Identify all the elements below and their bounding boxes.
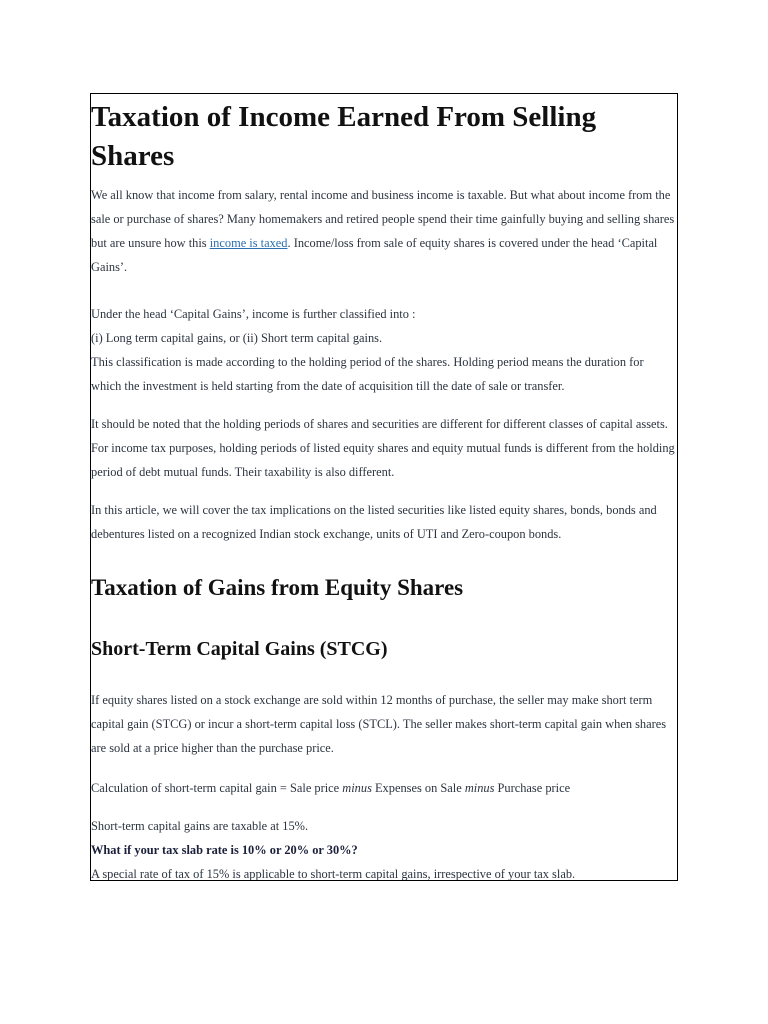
stcg-paragraph: If equity shares listed on a stock exchange are sold within 12 months of purchase, the seller may make short term capital gain (STCG) or incur a short-term capital loss (STCL). The seller makes short-term capital gain when shares are sold at a price higher than the purchase price. <box>91 693 667 755</box>
classification-paragraph <box>91 302 676 398</box>
holding-note-paragraph: It should be noted that the holding periods of shares and securities are different for different classes of capital assets. For income tax purposes, holding periods of listed equity shares and equity mutual funds is different from the holding period of debt mutual funds. Their taxability is also different. <box>91 417 675 479</box>
article-scope-paragraph: In this article, we will cover the tax implications on the listed securities like listed equity shares, bonds, bonds and debentures listed on a recognized Indian stock exchange, units of UTI and Zero-coupon bonds. <box>91 503 657 541</box>
slab-question: What if your tax slab rate is 10% or 20% or 30%? <box>91 843 358 857</box>
document-page <box>90 93 678 881</box>
income-taxed-link[interactable]: income is taxed <box>209 236 288 250</box>
page-title: Taxation of Income Earned From Selling Shares <box>91 101 597 172</box>
tax-rate-text: Short-term capital gains are taxable at 15%. <box>91 819 309 833</box>
intro-paragraph <box>91 183 676 279</box>
tax-rate-block <box>91 814 676 881</box>
special-rate-text: A special rate of tax of 15% is applicable to short-term capital gains, irrespective of your tax slab. <box>91 867 576 881</box>
classification-line-1: Under the head ‘Capital Gains’, income is further classified into : <box>91 307 416 321</box>
intro-text-2: . Income/loss from sale of equity shares is covered under the head ‘Capital Gains’. <box>91 236 658 274</box>
section-heading: Taxation of Gains from Equity Shares <box>91 575 464 600</box>
classification-line-3: This classification is made according to the holding period of the shares. Holding period means the duration for which the investment is held starting from the date of acquisition till the date of sale or transfer. <box>91 355 644 393</box>
stcg-heading: Short-Term Capital Gains (STCG) <box>91 638 388 660</box>
calculation-paragraph: Calculation of short-term capital gain = Sale price minus Expenses on Sale minus Purchase price <box>91 781 571 795</box>
intro-text-1: We all know that income from salary, rental income and business income is taxable. But what about income from the sale or purchase of shares? Many homemakers and retired people spend their time gainfully buying and selling shares but are unsure how this <box>91 188 675 250</box>
classification-line-2: (i) Long term capital gains, or (ii) Short term capital gains. <box>91 331 383 345</box>
